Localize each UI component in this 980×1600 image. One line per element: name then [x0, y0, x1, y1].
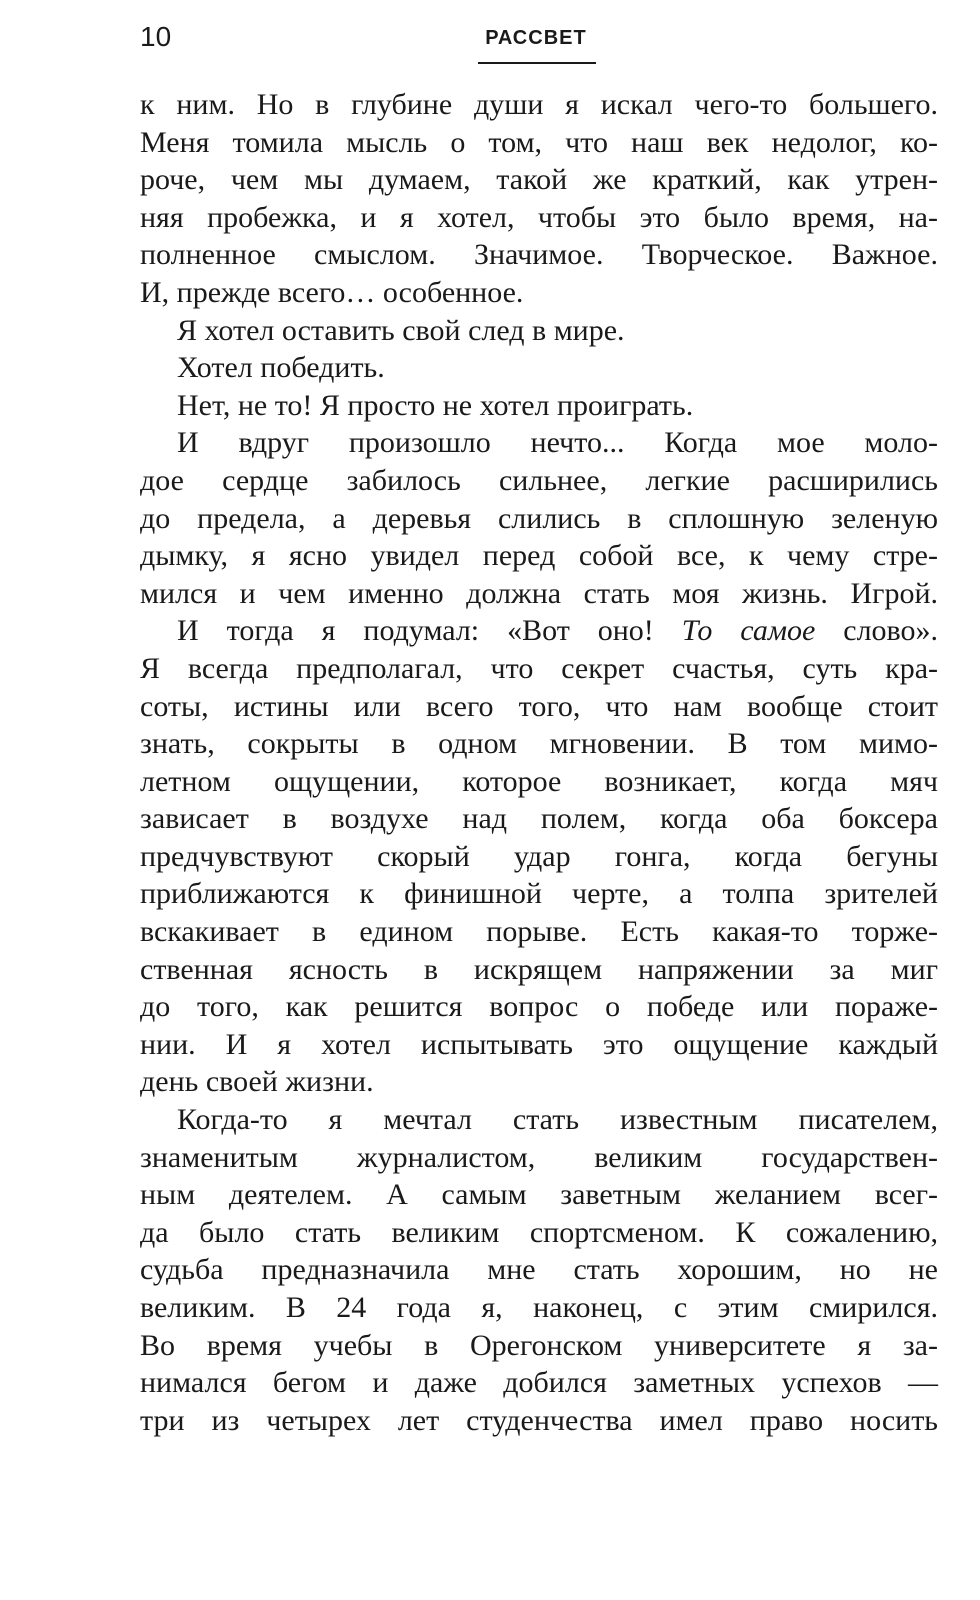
text-line: полненное смыслом. Значимое. Творческое. Важное.	[140, 238, 938, 272]
text-line: няя пробежка, и я хотел, чтобы это было время, на-	[140, 200, 938, 234]
text-line: вскакивает в едином порыве. Есть какая-то торже-	[140, 915, 938, 949]
text-line: зависает в воздухе над полем, когда оба боксера	[140, 802, 938, 836]
text-line: Хотел победить.	[177, 351, 385, 385]
text-line: до предела, а деревья слились в сплошную зеленую	[140, 501, 938, 535]
text-line: к ним. Но в глубине души я искал чего-то большего.	[140, 88, 938, 121]
text-line: соты, истины или всего того, что нам вообще стоит	[140, 689, 938, 723]
text-line: судьба предназначила мне стать хорошим, но не	[140, 1253, 938, 1287]
text-line: нимался бегом и даже добился заметных успехов —	[140, 1366, 938, 1400]
text-segment: слово».	[815, 614, 939, 648]
text-line: до того, как решится вопрос о победе или пораже-	[140, 990, 938, 1024]
text-line: Я всегда предполагал, что секрет счастья, суть кра-	[140, 651, 938, 685]
text-line: предчувствуют скорый удар гонга, когда бегуны	[140, 839, 938, 873]
text-line: И, прежде всего… особенное.	[140, 275, 524, 309]
body-text	[140, 86, 938, 1439]
running-title: РАССВЕТ	[485, 27, 587, 49]
text-line: великим. В 24 года я, наконец, с этим смирился.	[140, 1291, 938, 1324]
text-line: ственная ясность в искрящем напряжении за миг	[140, 952, 938, 986]
text-line: знаменитым журналистом, великим государствен-	[140, 1140, 938, 1174]
text-line: нии. И я хотел испытывать это ощущение каждый	[140, 1027, 938, 1061]
text-line: Во время учебы в Орегонском университете я за-	[140, 1328, 938, 1362]
text-line: знать, сокрыты в одном мгновении. В том мимо-	[140, 727, 938, 761]
page-number: 10	[140, 21, 172, 52]
text-line: Когда-то я мечтал стать известным писателем,	[177, 1103, 938, 1137]
text-line: Нет, не то! Я просто не хотел проиграть.	[177, 388, 694, 422]
text-line: дымку, я ясно увидел перед собой все, к чему стре-	[140, 539, 938, 573]
text-line: ным деятелем. А самым заветным желанием всег-	[140, 1178, 938, 1212]
text-line: день своей жизни.	[140, 1065, 374, 1099]
text-line: Меня томила мысль о том, что наш век недолог, ко-	[140, 125, 938, 159]
text-line: дое сердце забилось сильнее, легкие расширились	[140, 463, 938, 497]
text-line: приближаются к финишной черте, а толпа зрителей	[140, 877, 938, 911]
text-line: Я хотел оставить свой след в мире.	[177, 313, 625, 347]
text-line: мился и чем именно должна стать моя жизнь. Игрой.	[140, 576, 938, 610]
text-line: три из четырех лет студенчества имел право носить	[140, 1403, 938, 1437]
text-line: роче, чем мы думаем, такой же краткий, как утрен-	[140, 163, 938, 197]
text-line: да было стать великим спортсменом. К сожалению,	[140, 1215, 938, 1249]
italic-emphasis: То самое	[681, 614, 816, 648]
text-line: летном ощущении, которое возникает, когда мяч	[140, 764, 938, 798]
text-segment: И тогда я подумал: «Вот оно!	[177, 614, 682, 648]
text-line: И вдруг произошло нечто... Когда мое моло-	[177, 426, 938, 460]
header-rule	[478, 62, 596, 64]
text-line	[140, 612, 938, 650]
